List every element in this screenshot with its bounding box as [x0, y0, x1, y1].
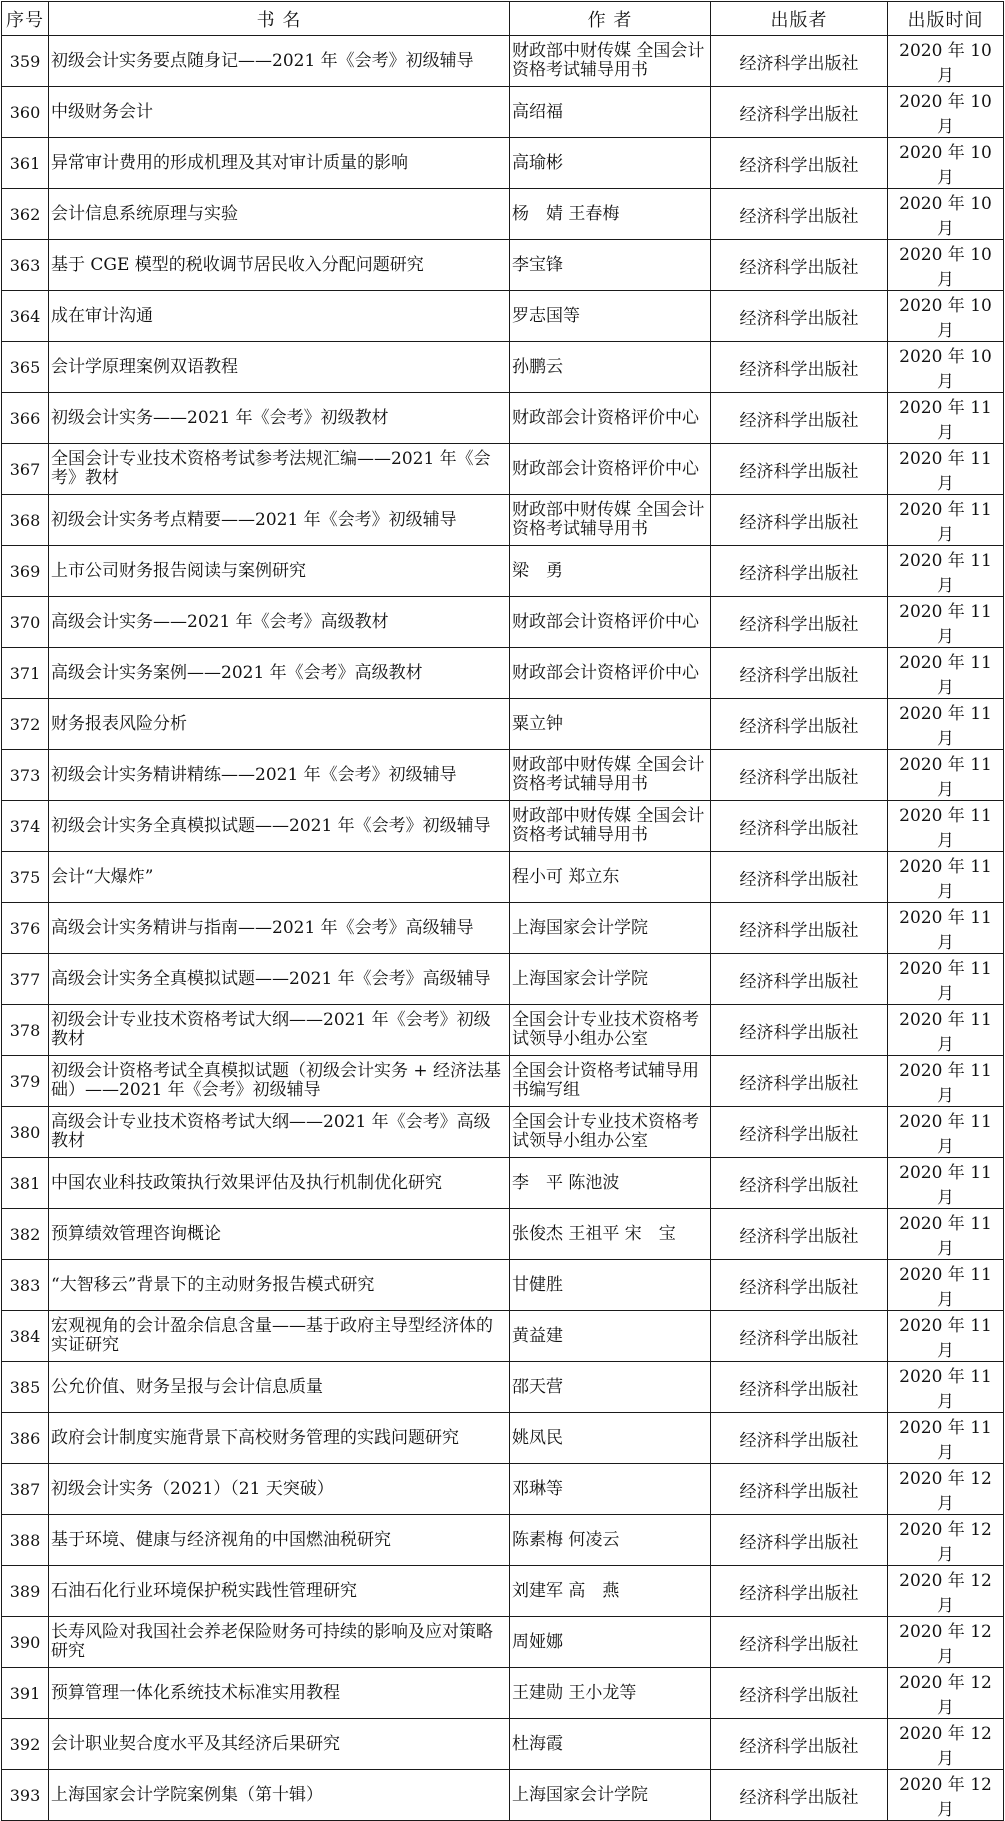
cell-author: 孙鹏云: [510, 342, 711, 393]
cell-serial-number: 387: [2, 1464, 49, 1515]
header-publisher: 出版者: [711, 2, 888, 36]
table-row: [2, 87, 1004, 138]
cell-author: 全国会计专业技术资格考试领导小组办公室: [510, 1005, 711, 1056]
table-row: [2, 903, 1004, 954]
cell-publisher: 经济科学出版社: [711, 648, 888, 699]
cell-author: 粟立钟: [510, 699, 711, 750]
cell-publication-date: 2020 年 10 月: [888, 36, 1004, 87]
table-row: [2, 1005, 1004, 1056]
cell-serial-number: 365: [2, 342, 49, 393]
cell-publication-date: 2020 年 10 月: [888, 240, 1004, 291]
cell-book-title: 高级会计实务——2021 年《会考》高级教材: [49, 597, 510, 648]
cell-book-title: 会计“大爆炸”: [49, 852, 510, 903]
cell-serial-number: 364: [2, 291, 49, 342]
cell-publication-date: 2020 年 11 月: [888, 1107, 1004, 1158]
cell-publisher: 经济科学出版社: [711, 1158, 888, 1209]
table-row: [2, 852, 1004, 903]
cell-serial-number: 360: [2, 87, 49, 138]
header-serial-number: 序号: [2, 2, 49, 36]
cell-book-title: “大智移云”背景下的主动财务报告模式研究: [49, 1260, 510, 1311]
cell-publisher: 经济科学出版社: [711, 240, 888, 291]
header-publication-date: 出版时间: [888, 2, 1004, 36]
table-row: [2, 291, 1004, 342]
cell-book-title: 基于环境、健康与经济视角的中国燃油税研究: [49, 1515, 510, 1566]
cell-publication-date: 2020 年 11 月: [888, 1056, 1004, 1107]
cell-author: 财政部会计资格评价中心: [510, 393, 711, 444]
cell-book-title: 宏观视角的会计盈余信息含量——基于政府主导型经济体的实证研究: [49, 1311, 510, 1362]
cell-book-title: 初级会计实务（2021）（21 天突破）: [49, 1464, 510, 1515]
cell-publisher: 经济科学出版社: [711, 1362, 888, 1413]
table-row: [2, 1260, 1004, 1311]
table-row: [2, 1311, 1004, 1362]
cell-author: 高瑜彬: [510, 138, 711, 189]
cell-book-title: 中级财务会计: [49, 87, 510, 138]
cell-book-title: 会计信息系统原理与实验: [49, 189, 510, 240]
cell-publication-date: 2020 年 11 月: [888, 801, 1004, 852]
cell-publisher: 经济科学出版社: [711, 342, 888, 393]
cell-serial-number: 373: [2, 750, 49, 801]
cell-serial-number: 378: [2, 1005, 49, 1056]
table-row: [2, 1668, 1004, 1719]
cell-book-title: 会计学原理案例双语教程: [49, 342, 510, 393]
cell-serial-number: 361: [2, 138, 49, 189]
table-row: [2, 36, 1004, 87]
book-list-table: [1, 1, 1004, 1821]
cell-book-title: 初级会计实务要点随身记——2021 年《会考》初级辅导: [49, 36, 510, 87]
table-row: [2, 1464, 1004, 1515]
cell-publisher: 经济科学出版社: [711, 1668, 888, 1719]
cell-serial-number: 383: [2, 1260, 49, 1311]
cell-publication-date: 2020 年 11 月: [888, 1158, 1004, 1209]
cell-publisher: 经济科学出版社: [711, 1719, 888, 1770]
cell-publication-date: 2020 年 10 月: [888, 291, 1004, 342]
cell-serial-number: 385: [2, 1362, 49, 1413]
cell-author: 邵天营: [510, 1362, 711, 1413]
cell-publication-date: 2020 年 10 月: [888, 342, 1004, 393]
table-row: [2, 750, 1004, 801]
cell-publisher: 经济科学出版社: [711, 1515, 888, 1566]
cell-publication-date: 2020 年 10 月: [888, 138, 1004, 189]
cell-publication-date: 2020 年 12 月: [888, 1464, 1004, 1515]
cell-publisher: 经济科学出版社: [711, 87, 888, 138]
cell-publisher: 经济科学出版社: [711, 1566, 888, 1617]
cell-publisher: 经济科学出版社: [711, 1107, 888, 1158]
cell-publication-date: 2020 年 11 月: [888, 1311, 1004, 1362]
cell-serial-number: 363: [2, 240, 49, 291]
cell-serial-number: 370: [2, 597, 49, 648]
cell-book-title: 初级会计专业技术资格考试大纲——2021 年《会考》初级教材: [49, 1005, 510, 1056]
table-header-row: [2, 2, 1004, 36]
cell-author: 财政部会计资格评价中心: [510, 444, 711, 495]
cell-author: 全国会计专业技术资格考试领导小组办公室: [510, 1107, 711, 1158]
cell-book-title: 会计职业契合度水平及其经济后果研究: [49, 1719, 510, 1770]
cell-book-title: 初级会计实务考点精要——2021 年《会考》初级辅导: [49, 495, 510, 546]
cell-publication-date: 2020 年 11 月: [888, 1209, 1004, 1260]
cell-author: 上海国家会计学院: [510, 954, 711, 1005]
cell-publication-date: 2020 年 12 月: [888, 1770, 1004, 1821]
cell-serial-number: 374: [2, 801, 49, 852]
table-row: [2, 138, 1004, 189]
header-author: 作 者: [510, 2, 711, 36]
cell-author: 财政部中财传媒 全国会计资格考试辅导用书: [510, 750, 711, 801]
cell-publisher: 经济科学出版社: [711, 1056, 888, 1107]
cell-book-title: 高级会计专业技术资格考试大纲——2021 年《会考》高级教材: [49, 1107, 510, 1158]
cell-publisher: 经济科学出版社: [711, 1005, 888, 1056]
cell-book-title: 成在审计沟通: [49, 291, 510, 342]
cell-publication-date: 2020 年 11 月: [888, 852, 1004, 903]
cell-author: 刘建军 高 燕: [510, 1566, 711, 1617]
header-book-title: 书 名: [49, 2, 510, 36]
cell-serial-number: 386: [2, 1413, 49, 1464]
cell-book-title: 异常审计费用的形成机理及其对审计质量的影响: [49, 138, 510, 189]
cell-book-title: 高级会计实务案例——2021 年《会考》高级教材: [49, 648, 510, 699]
cell-publication-date: 2020 年 11 月: [888, 393, 1004, 444]
table-row: [2, 1107, 1004, 1158]
cell-author: 财政部会计资格评价中心: [510, 597, 711, 648]
cell-publication-date: 2020 年 11 月: [888, 648, 1004, 699]
table-row: [2, 1515, 1004, 1566]
table-row: [2, 444, 1004, 495]
cell-serial-number: 393: [2, 1770, 49, 1821]
cell-publication-date: 2020 年 11 月: [888, 699, 1004, 750]
cell-publication-date: 2020 年 11 月: [888, 1005, 1004, 1056]
cell-author: 周娅娜: [510, 1617, 711, 1668]
cell-author: 黄益建: [510, 1311, 711, 1362]
cell-serial-number: 362: [2, 189, 49, 240]
cell-book-title: 上市公司财务报告阅读与案例研究: [49, 546, 510, 597]
cell-serial-number: 376: [2, 903, 49, 954]
cell-publisher: 经济科学出版社: [711, 495, 888, 546]
cell-publication-date: 2020 年 10 月: [888, 87, 1004, 138]
table-row: [2, 240, 1004, 291]
cell-author: 梁 勇: [510, 546, 711, 597]
cell-author: 杜海霞: [510, 1719, 711, 1770]
table-row: [2, 1362, 1004, 1413]
cell-publication-date: 2020 年 12 月: [888, 1515, 1004, 1566]
cell-author: 甘健胜: [510, 1260, 711, 1311]
cell-publisher: 经济科学出版社: [711, 852, 888, 903]
table-row: [2, 699, 1004, 750]
cell-book-title: 中国农业科技政策执行效果评估及执行机制优化研究: [49, 1158, 510, 1209]
cell-book-title: 财务报表风险分析: [49, 699, 510, 750]
cell-book-title: 全国会计专业技术资格考试参考法规汇编——2021 年《会考》教材: [49, 444, 510, 495]
cell-book-title: 初级会计实务精讲精练——2021 年《会考》初级辅导: [49, 750, 510, 801]
table-row: [2, 1617, 1004, 1668]
cell-book-title: 高级会计实务精讲与指南——2021 年《会考》高级辅导: [49, 903, 510, 954]
cell-publisher: 经济科学出版社: [711, 1617, 888, 1668]
cell-publisher: 经济科学出版社: [711, 1464, 888, 1515]
cell-publication-date: 2020 年 11 月: [888, 597, 1004, 648]
cell-book-title: 政府会计制度实施背景下高校财务管理的实践问题研究: [49, 1413, 510, 1464]
table-row: [2, 597, 1004, 648]
cell-book-title: 基于 CGE 模型的税收调节居民收入分配问题研究: [49, 240, 510, 291]
cell-author: 财政部中财传媒 全国会计资格考试辅导用书: [510, 801, 711, 852]
cell-author: 全国会计资格考试辅导用书编写组: [510, 1056, 711, 1107]
cell-publisher: 经济科学出版社: [711, 1260, 888, 1311]
cell-author: 财政部中财传媒 全国会计资格考试辅导用书: [510, 36, 711, 87]
cell-serial-number: 382: [2, 1209, 49, 1260]
cell-serial-number: 380: [2, 1107, 49, 1158]
cell-author: 上海国家会计学院: [510, 903, 711, 954]
table-row: [2, 1158, 1004, 1209]
cell-serial-number: 359: [2, 36, 49, 87]
cell-serial-number: 368: [2, 495, 49, 546]
table-row: [2, 1056, 1004, 1107]
cell-author: 李宝锋: [510, 240, 711, 291]
cell-serial-number: 366: [2, 393, 49, 444]
table-row: [2, 1413, 1004, 1464]
cell-publication-date: 2020 年 11 月: [888, 1362, 1004, 1413]
cell-publication-date: 2020 年 11 月: [888, 444, 1004, 495]
table-body: [2, 36, 1004, 1821]
table-row: [2, 648, 1004, 699]
cell-publisher: 经济科学出版社: [711, 1209, 888, 1260]
cell-author: 罗志国等: [510, 291, 711, 342]
cell-publisher: 经济科学出版社: [711, 903, 888, 954]
cell-publisher: 经济科学出版社: [711, 1770, 888, 1821]
cell-serial-number: 379: [2, 1056, 49, 1107]
cell-serial-number: 392: [2, 1719, 49, 1770]
cell-book-title: 预算管理一体化系统技术标准实用教程: [49, 1668, 510, 1719]
table-row: [2, 546, 1004, 597]
table-row: [2, 1770, 1004, 1821]
table-row: [2, 801, 1004, 852]
cell-book-title: 高级会计实务全真模拟试题——2021 年《会考》高级辅导: [49, 954, 510, 1005]
cell-publication-date: 2020 年 11 月: [888, 546, 1004, 597]
cell-book-title: 预算绩效管理咨询概论: [49, 1209, 510, 1260]
cell-publication-date: 2020 年 12 月: [888, 1719, 1004, 1770]
cell-publisher: 经济科学出版社: [711, 546, 888, 597]
cell-author: 财政部会计资格评价中心: [510, 648, 711, 699]
cell-publisher: 经济科学出版社: [711, 36, 888, 87]
cell-publication-date: 2020 年 11 月: [888, 750, 1004, 801]
cell-serial-number: 381: [2, 1158, 49, 1209]
cell-publication-date: 2020 年 12 月: [888, 1566, 1004, 1617]
cell-serial-number: 391: [2, 1668, 49, 1719]
cell-publisher: 经济科学出版社: [711, 1413, 888, 1464]
cell-book-title: 长寿风险对我国社会养老保险财务可持续的影响及应对策略研究: [49, 1617, 510, 1668]
table-row: [2, 342, 1004, 393]
cell-publisher: 经济科学出版社: [711, 954, 888, 1005]
cell-publication-date: 2020 年 11 月: [888, 1413, 1004, 1464]
cell-serial-number: 384: [2, 1311, 49, 1362]
cell-serial-number: 369: [2, 546, 49, 597]
cell-publisher: 经济科学出版社: [711, 189, 888, 240]
cell-author: 杨 婧 王春梅: [510, 189, 711, 240]
cell-serial-number: 389: [2, 1566, 49, 1617]
cell-publisher: 经济科学出版社: [711, 750, 888, 801]
cell-publication-date: 2020 年 10 月: [888, 189, 1004, 240]
cell-publication-date: 2020 年 12 月: [888, 1617, 1004, 1668]
table-row: [2, 393, 1004, 444]
cell-author: 程小可 郑立东: [510, 852, 711, 903]
cell-author: 邓琳等: [510, 1464, 711, 1515]
cell-publication-date: 2020 年 11 月: [888, 495, 1004, 546]
cell-author: 高绍福: [510, 87, 711, 138]
cell-publication-date: 2020 年 11 月: [888, 903, 1004, 954]
cell-author: 陈素梅 何凌云: [510, 1515, 711, 1566]
cell-serial-number: 372: [2, 699, 49, 750]
cell-author: 李 平 陈池波: [510, 1158, 711, 1209]
cell-publisher: 经济科学出版社: [711, 597, 888, 648]
cell-publication-date: 2020 年 12 月: [888, 1668, 1004, 1719]
cell-author: 王建勋 王小龙等: [510, 1668, 711, 1719]
table-row: [2, 189, 1004, 240]
cell-publisher: 经济科学出版社: [711, 393, 888, 444]
cell-publication-date: 2020 年 11 月: [888, 954, 1004, 1005]
cell-serial-number: 367: [2, 444, 49, 495]
table-row: [2, 1566, 1004, 1617]
table-row: [2, 1719, 1004, 1770]
cell-book-title: 上海国家会计学院案例集（第十辑）: [49, 1770, 510, 1821]
cell-author: 财政部中财传媒 全国会计资格考试辅导用书: [510, 495, 711, 546]
cell-publisher: 经济科学出版社: [711, 444, 888, 495]
cell-author: 姚凤民: [510, 1413, 711, 1464]
cell-publisher: 经济科学出版社: [711, 801, 888, 852]
cell-author: 上海国家会计学院: [510, 1770, 711, 1821]
cell-serial-number: 375: [2, 852, 49, 903]
cell-book-title: 初级会计资格考试全真模拟试题（初级会计实务 + 经济法基础）——2021 年《会考》初级辅导: [49, 1056, 510, 1107]
table-row: [2, 954, 1004, 1005]
cell-book-title: 石油石化行业环境保护税实践性管理研究: [49, 1566, 510, 1617]
cell-serial-number: 371: [2, 648, 49, 699]
cell-book-title: 公允价值、财务呈报与会计信息质量: [49, 1362, 510, 1413]
cell-author: 张俊杰 王祖平 宋 宝: [510, 1209, 711, 1260]
cell-book-title: 初级会计实务——2021 年《会考》初级教材: [49, 393, 510, 444]
cell-publisher: 经济科学出版社: [711, 291, 888, 342]
table-row: [2, 495, 1004, 546]
cell-book-title: 初级会计实务全真模拟试题——2021 年《会考》初级辅导: [49, 801, 510, 852]
cell-publication-date: 2020 年 11 月: [888, 1260, 1004, 1311]
cell-serial-number: 388: [2, 1515, 49, 1566]
cell-serial-number: 377: [2, 954, 49, 1005]
cell-publisher: 经济科学出版社: [711, 1311, 888, 1362]
cell-publisher: 经济科学出版社: [711, 138, 888, 189]
cell-serial-number: 390: [2, 1617, 49, 1668]
cell-publisher: 经济科学出版社: [711, 699, 888, 750]
table-row: [2, 1209, 1004, 1260]
